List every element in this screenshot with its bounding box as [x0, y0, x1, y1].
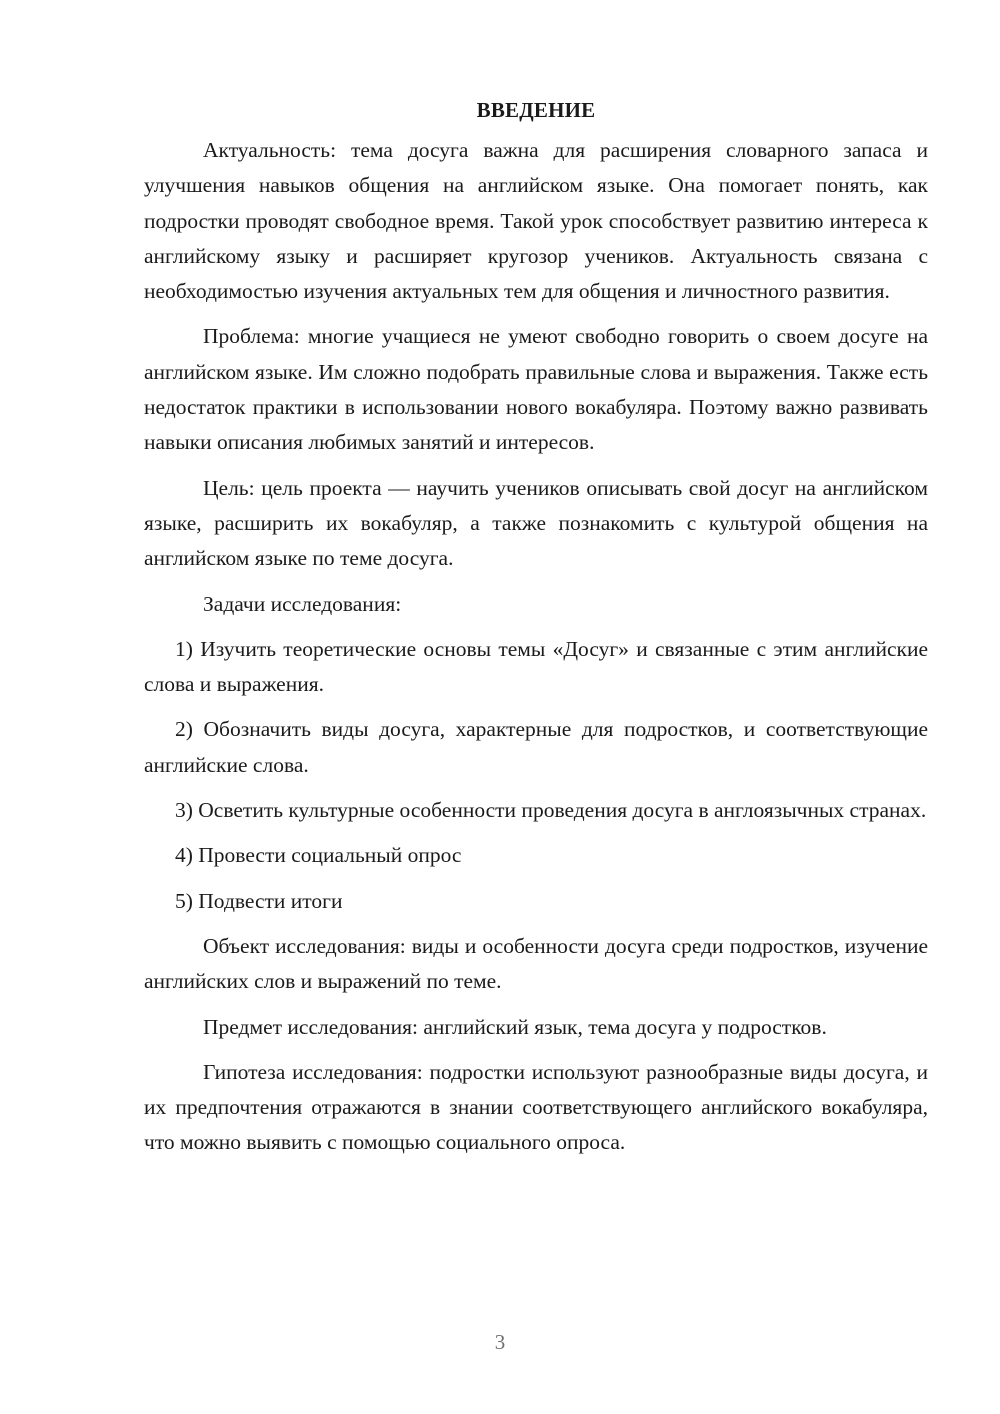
task-item-3: 3) Осветить культурные особенности проведения досуга в англоязычных странах. — [175, 798, 927, 823]
tasks-heading: Задачи исследования: — [203, 591, 402, 616]
section-title: ВВЕДЕНИЕ — [476, 98, 596, 122]
paragraph-object: Объект исследования: виды и особенности досуга среди подростков, изучение английских слов и выражений по теме. — [144, 933, 928, 994]
paragraph-goal: Цель: цель проекта — научить учеников описывать свой досуг на английском языке, расширить их вокабуляр, а также познакомить с культурой общения на английском языке по теме досуга. — [144, 475, 928, 571]
task-item-5: 5) Подвести итоги — [175, 888, 343, 913]
task-item-4: 4) Провести социальный опрос — [175, 843, 462, 868]
paragraph-relevance: Актуальность: тема досуга важна для расширения словарного запаса и улучшения навыков общения на английском языке. Она помогает понять, как подростки проводят свободное время. Такой урок способствует развитию интереса к английскому языку и расширяет кругозор учеников. Актуальность связана с необходимостью изучения актуальных тем для общения и личностного развития. — [144, 138, 928, 304]
task-item-2: 2) Обозначить виды досуга, характерные для подростков, и соответствующие английские слова. — [144, 717, 928, 777]
task-item-1: 1) Изучить теоретические основы темы «Досуг» и связанные с этим английские слова и выражения. — [144, 636, 928, 697]
paragraph-hypothesis: Гипотеза исследования: подростки используют разнообразные виды досуга, и их предпочтения отражаются в знании соответствующего английского вокабуляра, что можно выявить с помощью социального опроса. — [144, 1059, 928, 1155]
document-page — [144, 92, 928, 1171]
paragraph-problem: Проблема: многие учащиеся не умеют свободно говорить о своем досуге на английском языке. Им сложно подобрать правильные слова и выражения. Также есть недостаток практики в использовании нового вокабуляра. Поэтому важно развивать навыки описания любимых занятий и интересов. — [144, 324, 928, 455]
page-number: 3 — [494, 1330, 506, 1354]
paragraph-subject: Предмет исследования: английский язык, тема досуга у подростков. — [203, 1014, 827, 1039]
